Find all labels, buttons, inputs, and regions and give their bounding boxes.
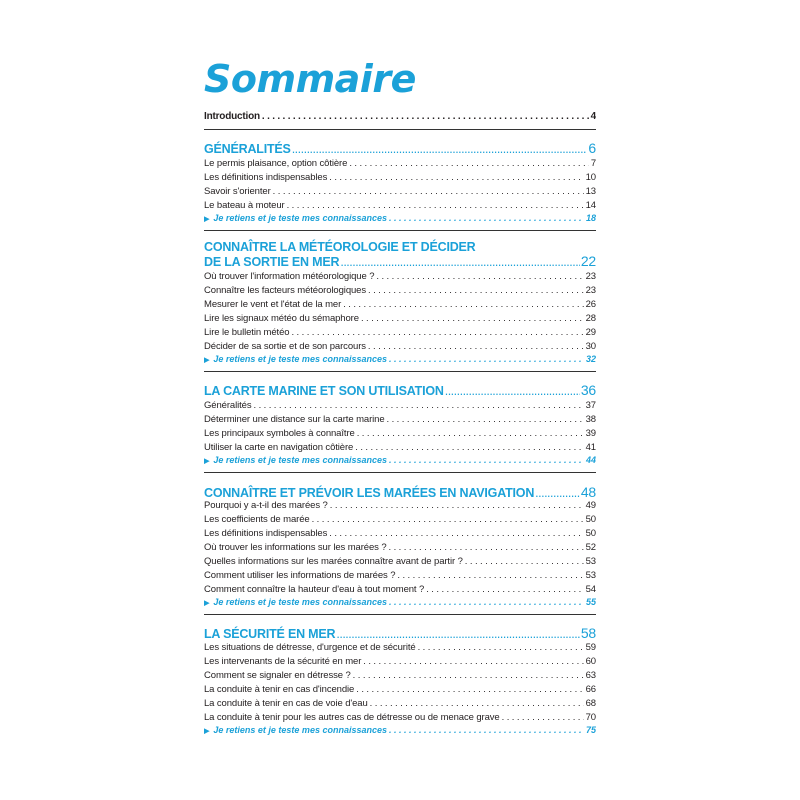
toc-item-page: 54: [585, 584, 596, 595]
dot-leader: [336, 627, 579, 641]
toc-item-page: 13: [585, 186, 596, 197]
toc-item-page: 28: [585, 313, 596, 324]
toc-item-page: 49: [585, 500, 596, 511]
toc-item-page: 39: [585, 428, 596, 439]
dot-leader: [262, 111, 589, 122]
section-title: CONNAÎTRE ET PRÉVOIR LES MARÉES EN NAVIGATION: [204, 486, 535, 500]
toc-item-label: Comment connaître la hauteur d'eau à tout moment ?: [204, 584, 425, 595]
dot-leader: [356, 684, 583, 695]
toc-item-label: Où trouver les informations sur les marées ?: [204, 542, 387, 553]
toc-item-label: Les principaux symboles à connaître: [204, 428, 355, 439]
review-line: [204, 455, 596, 468]
toc-item: [204, 670, 596, 684]
dot-leader: [387, 414, 584, 425]
dot-leader: [368, 285, 584, 296]
dot-leader: [291, 327, 583, 338]
toc-item: [204, 584, 596, 598]
toc-item-label: Savoir s'orienter: [204, 186, 271, 197]
dot-leader: [361, 313, 584, 324]
toc-item: [204, 271, 596, 285]
section-title-line1: CONNAÎTRE LA MÉTÉOROLOGIE ET DÉCIDER: [204, 240, 476, 254]
section-page: 58: [580, 625, 596, 641]
dot-leader: [340, 255, 579, 269]
review-line: [204, 597, 596, 610]
toc-item-label: Pourquoi y a-t-il des marées ?: [204, 500, 328, 511]
review-label: Je retiens et je teste mes connaissances: [213, 213, 387, 223]
toc-item-label: Utiliser la carte en navigation côtière: [204, 442, 354, 453]
dot-leader: [363, 656, 583, 667]
toc-item-label: Le bateau à moteur: [204, 200, 285, 211]
dot-leader: [330, 500, 584, 511]
table-of-contents: [204, 0, 596, 800]
dot-leader: [418, 642, 584, 653]
toc-item: [204, 158, 596, 172]
dot-leader: [368, 341, 584, 352]
triangle-bullet-icon: ▶: [204, 357, 210, 364]
toc-item-page: 52: [585, 542, 596, 553]
toc-item-page: 41: [585, 442, 596, 453]
section-page: 6: [588, 140, 596, 156]
toc-item-page: 63: [585, 670, 596, 681]
toc-item-label: Le permis plaisance, option côtière: [204, 158, 348, 169]
section-title: LA CARTE MARINE ET SON UTILISATION: [204, 384, 444, 398]
toc-item-label: Quelles informations sur les marées connaître avant de partir ?: [204, 556, 463, 567]
dot-leader: [535, 486, 580, 500]
section-heading: [204, 253, 596, 270]
dot-leader: [389, 354, 584, 364]
review-page: 44: [585, 455, 596, 465]
toc-item: [204, 341, 596, 355]
dot-leader: [343, 299, 583, 310]
review-label: Je retiens et je teste mes connaissances: [213, 597, 387, 607]
dot-leader: [426, 584, 583, 595]
toc-item: [204, 712, 596, 726]
toc-item-page: 14: [585, 200, 596, 211]
toc-item: [204, 656, 596, 670]
toc-item-page: 66: [585, 684, 596, 695]
review-line: [204, 725, 596, 738]
divider: [204, 614, 596, 615]
toc-item: [204, 299, 596, 313]
dot-leader: [389, 213, 584, 223]
section-heading: [204, 140, 596, 157]
toc-item-page: 26: [585, 299, 596, 310]
toc-item-label: Introduction: [204, 111, 260, 122]
toc-item-label: La conduite à tenir pour les autres cas de détresse ou de menace grave: [204, 712, 500, 723]
review-page: 55: [585, 597, 596, 607]
toc-item-label: Décider de sa sortie et de son parcours: [204, 341, 366, 352]
toc-item-page: 7: [590, 158, 596, 169]
toc-item: [204, 542, 596, 556]
toc-item-page: 4: [590, 111, 596, 122]
toc-item-page: 60: [585, 656, 596, 667]
toc-item-page: 23: [585, 285, 596, 296]
triangle-bullet-icon: ▶: [204, 458, 210, 465]
toc-item: [204, 698, 596, 712]
dot-leader: [353, 670, 584, 681]
dot-leader: [329, 528, 583, 539]
section-page: 36: [580, 382, 596, 398]
dot-leader: [389, 597, 584, 607]
toc-item-label: La conduite à tenir en cas d'incendie: [204, 684, 355, 695]
toc-item-page: 53: [585, 570, 596, 581]
toc-item-page: 53: [585, 556, 596, 567]
toc-item: [204, 684, 596, 698]
triangle-bullet-icon: ▶: [204, 216, 210, 223]
toc-item-label: Les coefficients de marée: [204, 514, 310, 525]
dot-leader: [389, 542, 584, 553]
toc-item-label: Lire les signaux météo du sémaphore: [204, 313, 359, 324]
dot-leader: [376, 271, 583, 282]
section-page: 22: [580, 253, 596, 269]
dot-leader: [389, 725, 584, 735]
review-label: Je retiens et je teste mes connaissances: [213, 455, 387, 465]
dot-leader: [397, 570, 583, 581]
toc-item-page: 37: [585, 400, 596, 411]
dot-leader: [502, 712, 584, 723]
toc-item-label: Comment se signaler en détresse ?: [204, 670, 351, 681]
toc-item-label: Les définitions indispensables: [204, 528, 328, 539]
toc-item-label: Les intervenants de la sécurité en mer: [204, 656, 362, 667]
toc-item-page: 38: [585, 414, 596, 425]
divider: [204, 472, 596, 473]
section-heading: [204, 625, 596, 642]
section-title: DE LA SORTIE EN MER: [204, 255, 340, 269]
toc-item-page: 59: [585, 642, 596, 653]
dot-leader: [355, 442, 583, 453]
section-title: LA SÉCURITÉ EN MER: [204, 627, 336, 641]
toc-item: [204, 428, 596, 442]
toc-item-page: 50: [585, 528, 596, 539]
toc-item: [204, 500, 596, 514]
toc-item-label: Connaître les facteurs météorologiques: [204, 285, 367, 296]
toc-item: [204, 528, 596, 542]
divider: [204, 371, 596, 372]
toc-item-label: Où trouver l'information météorologique ?: [204, 271, 375, 282]
toc-item-label: Lire le bulletin météo: [204, 327, 290, 338]
review-line: [204, 354, 596, 367]
toc-item-page: 29: [585, 327, 596, 338]
review-page: 18: [585, 213, 596, 223]
toc-item-label: Mesurer le vent et l'état de la mer: [204, 299, 342, 310]
dot-leader: [253, 400, 583, 411]
divider: [204, 129, 596, 130]
dot-leader: [287, 200, 584, 211]
toc-item: [204, 285, 596, 299]
dot-leader: [389, 455, 584, 465]
toc-item: [204, 642, 596, 656]
toc-item: [204, 172, 596, 186]
toc-item: [204, 313, 596, 327]
dot-leader: [292, 142, 588, 156]
toc-item: [204, 400, 596, 414]
review-page: 32: [585, 354, 596, 364]
triangle-bullet-icon: ▶: [204, 600, 210, 607]
toc-item: [204, 514, 596, 528]
toc-item-label: Déterminer une distance sur la carte marine: [204, 414, 385, 425]
toc-item-label: Les définitions indispensables: [204, 172, 328, 183]
toc-item-label: Comment utiliser les informations de marées ?: [204, 570, 396, 581]
toc-item: [204, 186, 596, 200]
review-line: [204, 213, 596, 226]
toc-item-page: 50: [585, 514, 596, 525]
dot-leader: [312, 514, 584, 525]
toc-item: [204, 556, 596, 570]
divider: [204, 230, 596, 231]
dot-leader: [349, 158, 589, 169]
toc-item: [204, 442, 596, 456]
toc-item: [204, 414, 596, 428]
toc-item-label: Généralités: [204, 400, 252, 411]
triangle-bullet-icon: ▶: [204, 728, 210, 735]
toc-item-label: La conduite à tenir en cas de voie d'eau: [204, 698, 368, 709]
toc-introduction: [204, 111, 596, 125]
toc-item-page: 30: [585, 341, 596, 352]
review-label: Je retiens et je teste mes connaissances: [213, 354, 387, 364]
toc-item: [204, 200, 596, 214]
toc-item-page: 23: [585, 271, 596, 282]
toc-item-page: 10: [585, 172, 596, 183]
page-title: Sommaire: [204, 57, 416, 101]
dot-leader: [465, 556, 584, 567]
toc-item: [204, 570, 596, 584]
toc-item-page: 70: [585, 712, 596, 723]
dot-leader: [357, 428, 584, 439]
review-label: Je retiens et je teste mes connaissances: [213, 725, 387, 735]
dot-leader: [329, 172, 583, 183]
section-heading: [204, 484, 596, 501]
dot-leader: [445, 384, 580, 398]
section-title: GÉNÉRALITÉS: [204, 142, 291, 156]
review-page: 75: [585, 725, 596, 735]
toc-item: [204, 327, 596, 341]
toc-item-label: Les situations de détresse, d'urgence et de sécurité: [204, 642, 416, 653]
section-heading: [204, 382, 596, 399]
section-page: 48: [580, 484, 596, 500]
toc-item-page: 68: [585, 698, 596, 709]
dot-leader: [273, 186, 584, 197]
dot-leader: [370, 698, 584, 709]
